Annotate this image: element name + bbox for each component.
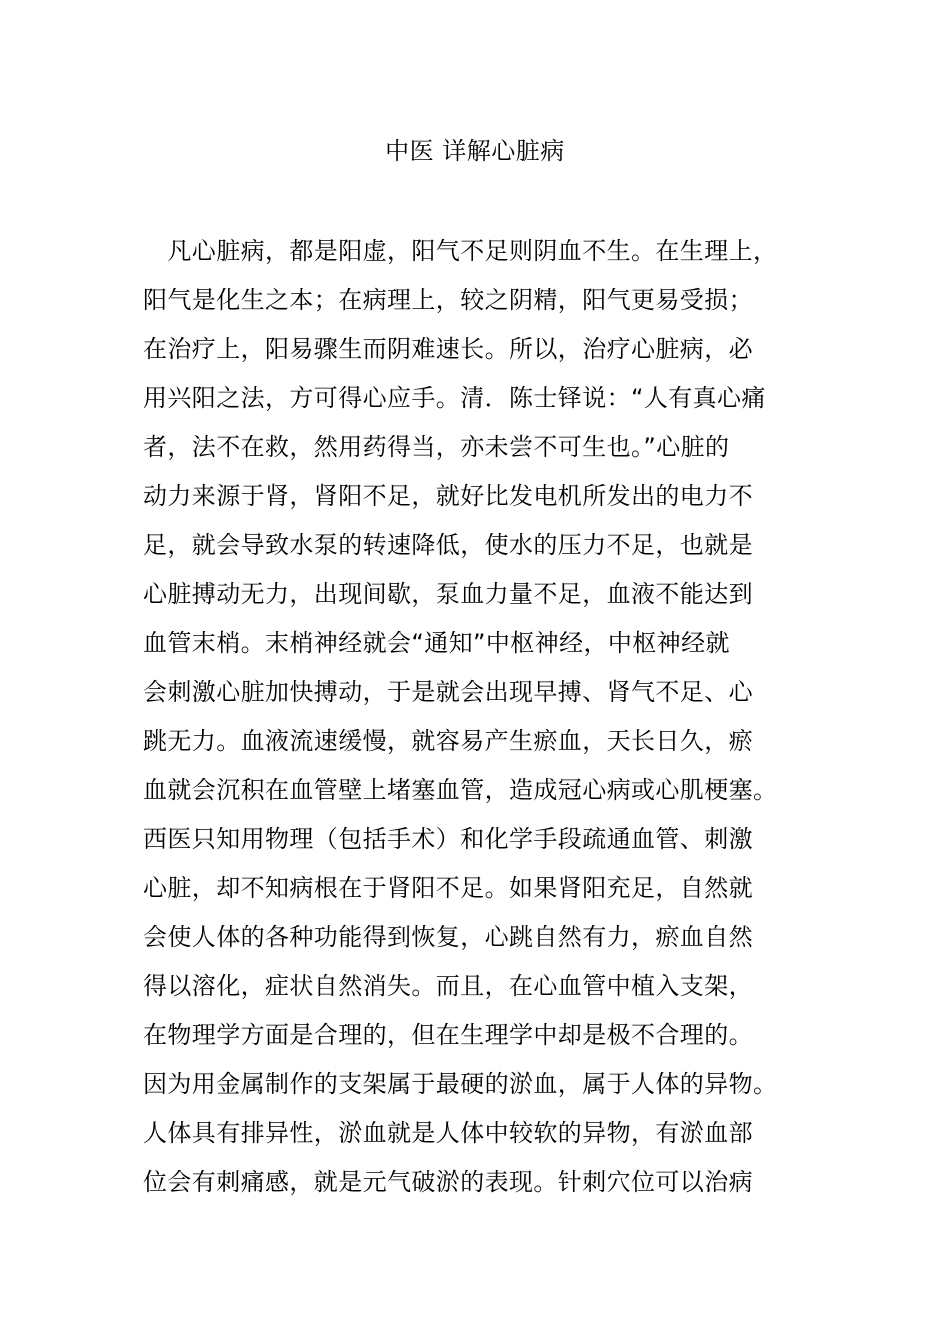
text-line: 血就会沉积在血管壁上堵塞血管，造成冠心病或心肌梗塞。 [143, 776, 778, 804]
text-line: 动力来源于肾，肾阳不足，就好比发电机所发出的电力不 [143, 482, 753, 510]
text-line: 足，就会导致水泵的转速降低，使水的压力不足，也就是 [143, 531, 753, 559]
text-line: 位会有刺痛感，就是元气破淤的表现。针刺穴位可以治病 [143, 1168, 753, 1196]
text-line: 阳气是化生之本；在病理上，较之阴精，阳气更易受损； [143, 286, 753, 314]
text-line: 西医只知用物理（包括手术）和化学手段疏通血管、刺激 [143, 825, 753, 853]
text-line: 人体具有排异性，淤血就是人体中较软的异物，有淤血部 [143, 1119, 753, 1147]
text-line: 跳无力。血液流速缓慢，就容易产生瘀血，天长日久，瘀 [143, 727, 753, 755]
text-line: 心脏，却不知病根在于肾阳不足。如果肾阳充足，自然就 [143, 874, 753, 902]
text-line: 血管末梢。末梢神经就会“通知”中枢神经，中枢神经就 [143, 629, 730, 657]
text-line: 得以溶化，症状自然消失。而且，在心血管中植入支架， [143, 972, 753, 1000]
text-line: 者，法不在救，然用药得当，亦未尝不可生也。”心脏的 [143, 433, 730, 461]
text-line: 因为用金属制作的支架属于最硬的淤血，属于人体的异物。 [143, 1070, 778, 1098]
text-line: 在物理学方面是合理的，但在生理学中却是极不合理的。 [143, 1021, 753, 1049]
text-line: 在治疗上，阳易骤生而阴难速长。所以，治疗心脏病，必 [143, 335, 753, 363]
text-line: 凡心脏病，都是阳虚，阳气不足则阴血不生。在生理上， [143, 237, 778, 265]
text-line: 用兴阳之法，方可得心应手。清．陈士铎说：“人有真心痛 [143, 384, 766, 412]
document-title: 中医 详解心脏病 [385, 137, 565, 165]
text-line: 会使人体的各种功能得到恢复，心跳自然有力，瘀血自然 [143, 923, 753, 951]
text-line: 会刺激心脏加快搏动，于是就会出现早搏、肾气不足、心 [143, 678, 753, 706]
text-line: 心脏搏动无力，出现间歇，泵血力量不足，血液不能达到 [143, 580, 753, 608]
body-paragraph [143, 230, 823, 1210]
